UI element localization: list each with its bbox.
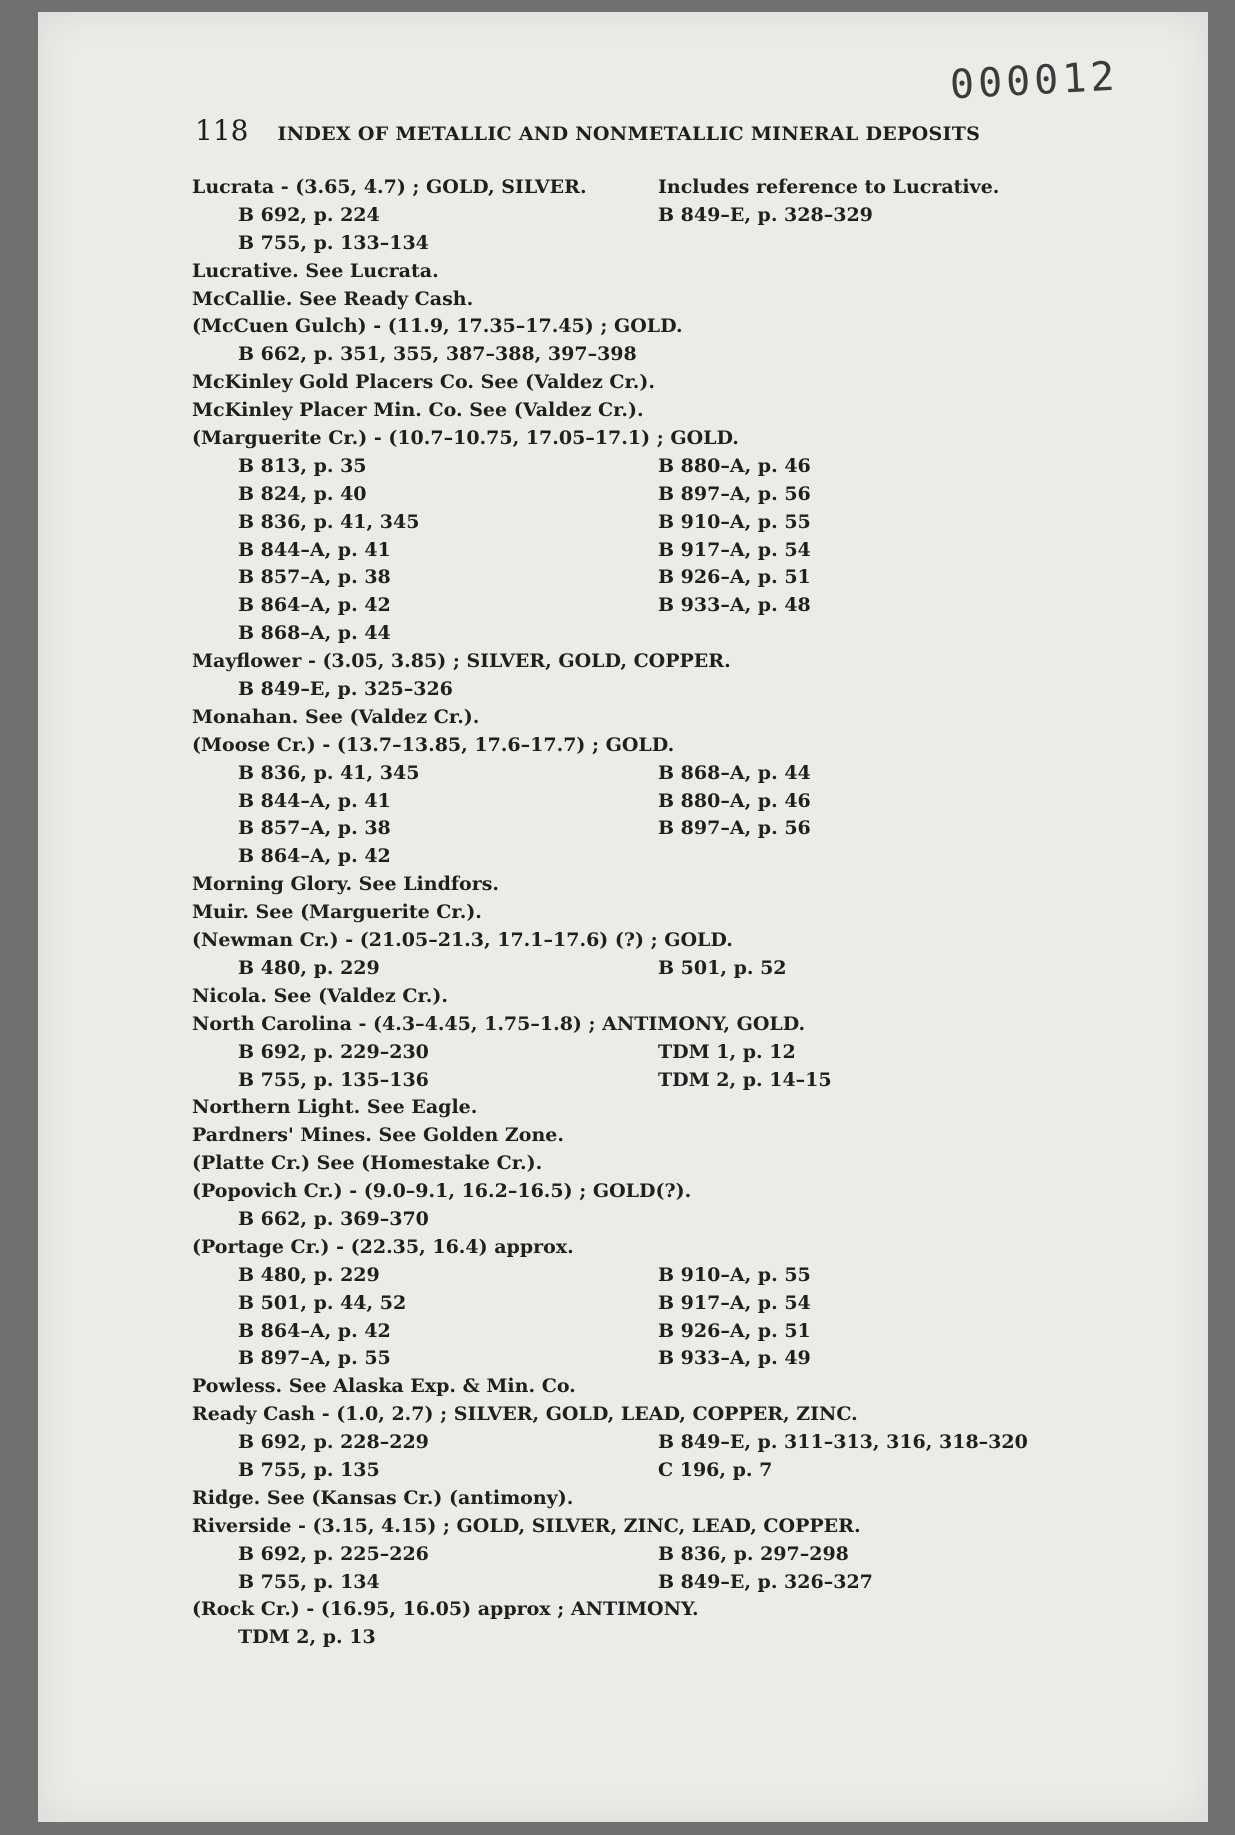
reference-line bbox=[192, 1569, 1072, 1597]
reference-line bbox=[192, 564, 1072, 592]
reference-line bbox=[192, 1262, 1072, 1290]
entry-text: (McCuen Gulch) - (11.9, 17.35–17.45) ; GOLD. bbox=[192, 315, 683, 338]
entry-text: (Marguerite Cr.) - (10.7–10.75, 17.05–17.1) ; GOLD. bbox=[192, 427, 739, 450]
entry-text: (Portage Cr.) - (22.35, 16.4) approx. bbox=[192, 1235, 574, 1258]
reference-text-col2: B 926–A, p. 51 bbox=[658, 566, 811, 589]
reference-text-col2: B 880–A, p. 46 bbox=[658, 789, 811, 812]
reference-text: B 692, p. 225–226 bbox=[238, 1542, 429, 1565]
reference-line bbox=[192, 509, 1072, 537]
reference-line bbox=[192, 676, 1072, 704]
reference-text-col2: B 501, p. 52 bbox=[658, 956, 787, 979]
index-entry bbox=[192, 927, 1072, 955]
entry-text: Powless. See Alaska Exp. & Min. Co. bbox=[192, 1375, 576, 1398]
entry-text: McCallie. See Ready Cash. bbox=[192, 287, 474, 310]
index-entries bbox=[192, 174, 1072, 1652]
page-header bbox=[195, 114, 1075, 147]
reference-text-col2: B 933–A, p. 49 bbox=[658, 1347, 811, 1370]
index-entry bbox=[192, 1234, 1072, 1262]
entry-text: North Carolina - (4.3–4.45, 1.75–1.8) ; ANTIMONY, GOLD. bbox=[192, 1012, 806, 1035]
reference-text: B 864–A, p. 42 bbox=[238, 594, 391, 617]
entry-text: Mayflower - (3.05, 3.85) ; SILVER, GOLD, COPPER. bbox=[192, 650, 731, 673]
entry-text: Monahan. See (Valdez Cr.). bbox=[192, 705, 480, 728]
reference-text-col2: B 917–A, p. 54 bbox=[658, 538, 811, 561]
index-entry bbox=[192, 286, 1072, 314]
reference-line bbox=[192, 453, 1072, 481]
entry-text: Pardners' Mines. See Golden Zone. bbox=[192, 1124, 564, 1147]
index-entry bbox=[192, 1178, 1072, 1206]
reference-text: B 864–A, p. 42 bbox=[238, 1319, 391, 1342]
reference-text: B 662, p. 369–370 bbox=[238, 1207, 429, 1230]
reference-line bbox=[192, 1457, 1072, 1485]
reference-line bbox=[192, 341, 1072, 369]
reference-text: B 692, p. 228–229 bbox=[238, 1431, 429, 1454]
running-head: INDEX OF METALLIC AND NONMETALLIC MINERAL DEPOSITS bbox=[277, 123, 981, 145]
reference-text: B 857–A, p. 38 bbox=[238, 566, 391, 589]
index-entry bbox=[192, 174, 1072, 202]
reference-text: B 857–A, p. 38 bbox=[238, 817, 391, 840]
reference-text-col2: B 897–A, p. 56 bbox=[658, 482, 811, 505]
reference-line bbox=[192, 1345, 1072, 1373]
entry-text: (Moose Cr.) - (13.7–13.85, 17.6–17.7) ; GOLD. bbox=[192, 733, 675, 756]
reference-text: B 480, p. 229 bbox=[238, 956, 380, 979]
reference-line bbox=[192, 230, 1072, 258]
entry-text: Northern Light. See Eagle. bbox=[192, 1096, 478, 1119]
reference-line bbox=[192, 592, 1072, 620]
reference-text-col2: B 868–A, p. 44 bbox=[658, 761, 811, 784]
reference-text: TDM 2, p. 13 bbox=[238, 1626, 376, 1649]
reference-line bbox=[192, 788, 1072, 816]
reference-text: B 755, p. 135 bbox=[238, 1458, 380, 1481]
index-entry bbox=[192, 1094, 1072, 1122]
reference-line bbox=[192, 1429, 1072, 1457]
index-entry bbox=[192, 369, 1072, 397]
reference-text-col2: Includes reference to Lucrative. bbox=[658, 176, 1000, 198]
index-entry bbox=[192, 704, 1072, 732]
entry-text: Lucrata - (3.65, 4.7) ; GOLD, SILVER. bbox=[192, 176, 587, 198]
reference-text-col2: B 836, p. 297–298 bbox=[658, 1542, 849, 1565]
reference-line bbox=[192, 1624, 1072, 1652]
reference-text: B 864–A, p. 42 bbox=[238, 845, 391, 868]
reference-text: B 755, p. 135–136 bbox=[238, 1068, 429, 1091]
reference-text: B 868–A, p. 44 bbox=[238, 622, 391, 645]
reference-text-col2: B 849–E, p. 326–327 bbox=[658, 1570, 873, 1593]
entry-text: Nicola. See (Valdez Cr.). bbox=[192, 984, 448, 1007]
index-entry bbox=[192, 258, 1072, 286]
reference-text-col2: B 849–E, p. 328–329 bbox=[658, 203, 873, 226]
reference-line bbox=[192, 760, 1072, 788]
reference-text-col2: B 849–E, p. 311–313, 316, 318–320 bbox=[658, 1431, 1028, 1454]
reference-line bbox=[192, 620, 1072, 648]
index-entry bbox=[192, 983, 1072, 1011]
index-entry bbox=[192, 1373, 1072, 1401]
entry-text: Morning Glory. See Lindfors. bbox=[192, 873, 500, 896]
reference-line bbox=[192, 815, 1072, 843]
handwritten-stamp: 000012 bbox=[948, 53, 1120, 109]
reference-text: B 501, p. 44, 52 bbox=[238, 1291, 407, 1314]
reference-text: B 662, p. 351, 355, 387–388, 397–398 bbox=[238, 343, 637, 366]
reference-text: B 844–A, p. 41 bbox=[238, 538, 391, 561]
entry-text: Lucrative. See Lucrata. bbox=[192, 259, 439, 282]
reference-text-col2: B 897–A, p. 56 bbox=[658, 817, 811, 840]
reference-text: B 813, p. 35 bbox=[238, 454, 367, 477]
entry-text: Muir. See (Marguerite Cr.). bbox=[192, 901, 482, 924]
index-entry bbox=[192, 425, 1072, 453]
index-entry bbox=[192, 732, 1072, 760]
index-entry bbox=[192, 1596, 1072, 1624]
reference-text-col2: B 910–A, p. 55 bbox=[658, 1263, 811, 1286]
reference-line bbox=[192, 1039, 1072, 1067]
reference-text-col2: B 917–A, p. 54 bbox=[658, 1291, 811, 1314]
reference-line bbox=[192, 1318, 1072, 1346]
index-entry bbox=[192, 871, 1072, 899]
reference-line bbox=[192, 955, 1072, 983]
reference-line bbox=[192, 843, 1072, 871]
index-entry bbox=[192, 648, 1072, 676]
index-entry bbox=[192, 1513, 1072, 1541]
entry-text: Ready Cash - (1.0, 2.7) ; SILVER, GOLD, LEAD, COPPER, ZINC. bbox=[192, 1403, 858, 1426]
reference-text: B 824, p. 40 bbox=[238, 482, 367, 505]
entry-text: (Rock Cr.) - (16.95, 16.05) approx ; ANTIMONY. bbox=[192, 1598, 699, 1621]
reference-text: B 849–E, p. 325–326 bbox=[238, 678, 453, 701]
reference-text-col2: B 880–A, p. 46 bbox=[658, 454, 811, 477]
reference-line bbox=[192, 1206, 1072, 1234]
entry-text: Ridge. See (Kansas Cr.) (antimony). bbox=[192, 1486, 574, 1509]
reference-line bbox=[192, 537, 1072, 565]
entry-text: (Popovich Cr.) - (9.0–9.1, 16.2–16.5) ; GOLD(?). bbox=[192, 1180, 692, 1203]
reference-text-col2: B 933–A, p. 48 bbox=[658, 594, 811, 617]
reference-line bbox=[192, 1541, 1072, 1569]
reference-text: B 480, p. 229 bbox=[238, 1263, 380, 1286]
reference-text: B 836, p. 41, 345 bbox=[238, 510, 420, 533]
reference-text-col2: B 926–A, p. 51 bbox=[658, 1319, 811, 1342]
index-entry bbox=[192, 313, 1072, 341]
entry-text: McKinley Placer Min. Co. See (Valdez Cr.). bbox=[192, 399, 644, 422]
index-entry bbox=[192, 899, 1072, 927]
reference-line bbox=[192, 202, 1072, 230]
reference-text-col2: C 196, p. 7 bbox=[658, 1458, 773, 1481]
index-entry bbox=[192, 1011, 1072, 1039]
reference-text: B 692, p. 224 bbox=[238, 203, 380, 226]
reference-line bbox=[192, 1290, 1072, 1318]
reference-text: B 755, p. 134 bbox=[238, 1570, 380, 1593]
index-entry bbox=[192, 397, 1072, 425]
reference-text: B 836, p. 41, 345 bbox=[238, 761, 420, 784]
entry-text: (Platte Cr.) See (Homestake Cr.). bbox=[192, 1152, 543, 1175]
reference-line bbox=[192, 481, 1072, 509]
reference-line bbox=[192, 1067, 1072, 1095]
reference-text: B 844–A, p. 41 bbox=[238, 789, 391, 812]
index-entry bbox=[192, 1401, 1072, 1429]
index-entry bbox=[192, 1122, 1072, 1150]
entry-text: Riverside - (3.15, 4.15) ; GOLD, SILVER, ZINC, LEAD, COPPER. bbox=[192, 1514, 861, 1537]
entry-text: (Newman Cr.) - (21.05–21.3, 17.1–17.6) (?) ; GOLD. bbox=[192, 929, 733, 952]
reference-text: B 692, p. 229–230 bbox=[238, 1040, 429, 1063]
reference-text-col2: TDM 1, p. 12 bbox=[658, 1040, 796, 1063]
reference-text-col2: B 910–A, p. 55 bbox=[658, 510, 811, 533]
reference-text-col2: TDM 2, p. 14–15 bbox=[658, 1068, 832, 1091]
reference-text: B 755, p. 133–134 bbox=[238, 231, 429, 254]
reference-text: B 897–A, p. 55 bbox=[238, 1347, 391, 1370]
entry-text: McKinley Gold Placers Co. See (Valdez Cr.). bbox=[192, 371, 656, 394]
page-number: 118 bbox=[195, 114, 249, 147]
index-entry bbox=[192, 1485, 1072, 1513]
index-entry bbox=[192, 1150, 1072, 1178]
